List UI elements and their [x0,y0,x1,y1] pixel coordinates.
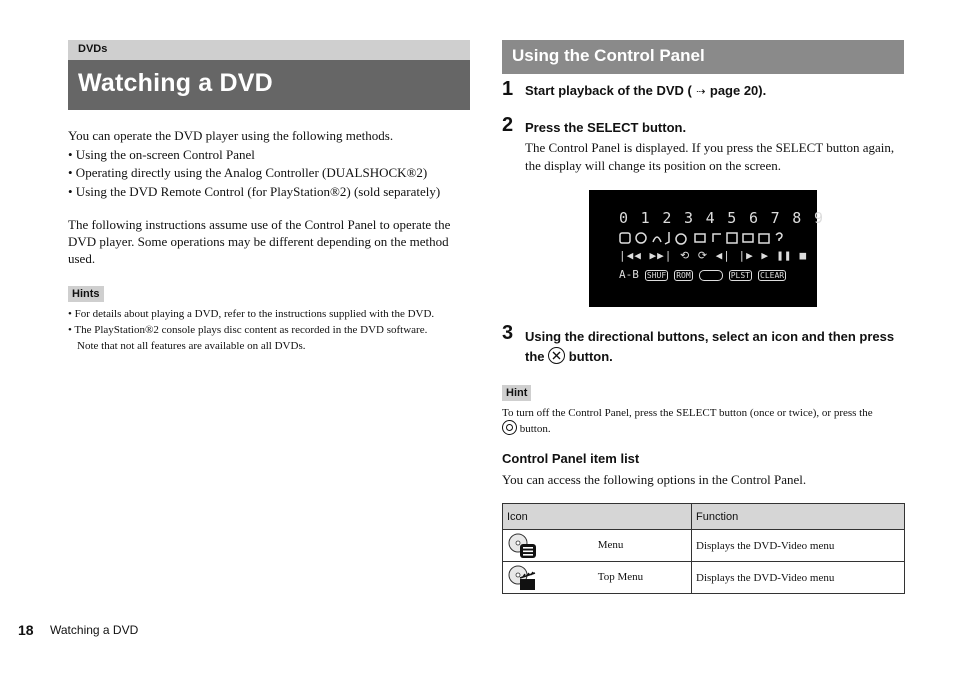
panel-ab-label: A-B [619,268,639,281]
menu-item-name: Menu [597,539,624,552]
page-ref-arrow-icon: ⇢ [696,86,706,98]
table-row [503,562,905,594]
table-header-icon: Icon [503,504,692,530]
panel-rom-button: ROM [676,271,691,280]
step-number: 2 [502,114,514,136]
table-header-row [503,504,905,530]
method-item: • Operating directly using the Analog Controller (DUALSHOCK®2) [68,165,428,180]
section-header [502,40,904,74]
top-menu-item-name: Top Menu [597,571,644,584]
item-list-intro: You can access the following options in the Control Panel. [502,472,807,487]
method-item: • Using the DVD Remote Control (for PlayStation®2) (sold separately) [68,184,441,199]
cross-button-icon [548,347,565,364]
hint-item: • The PlayStation®2 console plays disc content as recorded in the DVD software. [68,324,428,336]
section-tab [68,40,470,60]
instructions-line: The following instructions assume use of the Control Panel to operate the [68,217,451,232]
method-item: • Using the on-screen Control Panel [68,147,255,162]
step-2-description: the display will change its position on the screen. [525,158,781,173]
instructions-line: used. [68,251,96,266]
step-number: 1 [502,78,514,100]
table-row [503,530,905,562]
step-1-text: Start playback of the DVD ( [525,83,692,98]
panel-clear-button: CLEAR [760,271,785,280]
panel-shuffle-button: SHUF [646,271,667,280]
panel-button-row [619,268,786,281]
circle-button-icon [502,420,517,435]
hint-item: • For details about playing a DVD, refer to the instructions supplied with the DVD. [68,308,435,320]
control-panel-item-table [502,503,905,594]
instructions-line: DVD player. Some operations may be different depending on the method [68,234,449,249]
table-cell-icon [503,530,692,562]
hint-text-line2 [502,420,551,437]
step-1-page-ref: page 20). [709,83,767,98]
hint-item-continued: Note that not all features are available on all DVDs. [77,340,306,352]
hint-text-end: button. [519,423,551,435]
table-cell-icon [503,562,692,594]
menu-item-function: Displays the DVD-Video menu [692,530,905,562]
top-menu-icon [507,565,537,591]
hint-text: To turn off the Control Panel, press the SELECT button (once or twice), or press the [502,407,873,419]
panel-playback-row: |◀◀ ▶▶| ⟲ ⟳ ◀| |▶ ▶ ❚❚ ■ [619,249,808,262]
menu-icon [507,533,537,559]
table-header-function: Function [692,504,905,530]
section-header-title: Using the Control Panel [512,46,705,65]
footer-label: Watching a DVD [50,623,139,637]
page-number: 18 [18,622,34,638]
step-3-text-b: button. [568,349,613,364]
panel-function-icons [619,230,789,246]
hints-label: Hints [68,286,104,302]
step-1-instruction [525,83,766,98]
panel-icon-row [619,230,789,246]
intro-text: You can operate the DVD player using the following methods. [68,128,394,143]
step-2-description: The Control Panel is displayed. If you press the SELECT button again, [525,140,895,155]
page-title: Watching a DVD [78,69,273,97]
panel-playlist-button: PLST [730,271,750,280]
hint-label: Hint [502,385,531,401]
item-list-title: Control Panel item list [502,451,640,466]
step-3-instruction: Using the directional buttons, select an icon and then press [525,329,895,344]
step-3-instruction-line2 [525,347,613,364]
panel-number-row: 0 1 2 3 4 5 6 7 8 9 [619,209,825,227]
step-number: 3 [502,322,514,344]
control-panel-screenshot [589,190,825,307]
top-menu-item-function: Displays the DVD-Video menu [692,562,905,594]
panel-repeat-icon [699,270,723,281]
page-title-bar [68,60,470,110]
section-tab-label: DVDs [78,43,108,55]
step-3-text-a: the [525,349,545,364]
step-2-instruction: Press the SELECT button. [525,120,687,135]
